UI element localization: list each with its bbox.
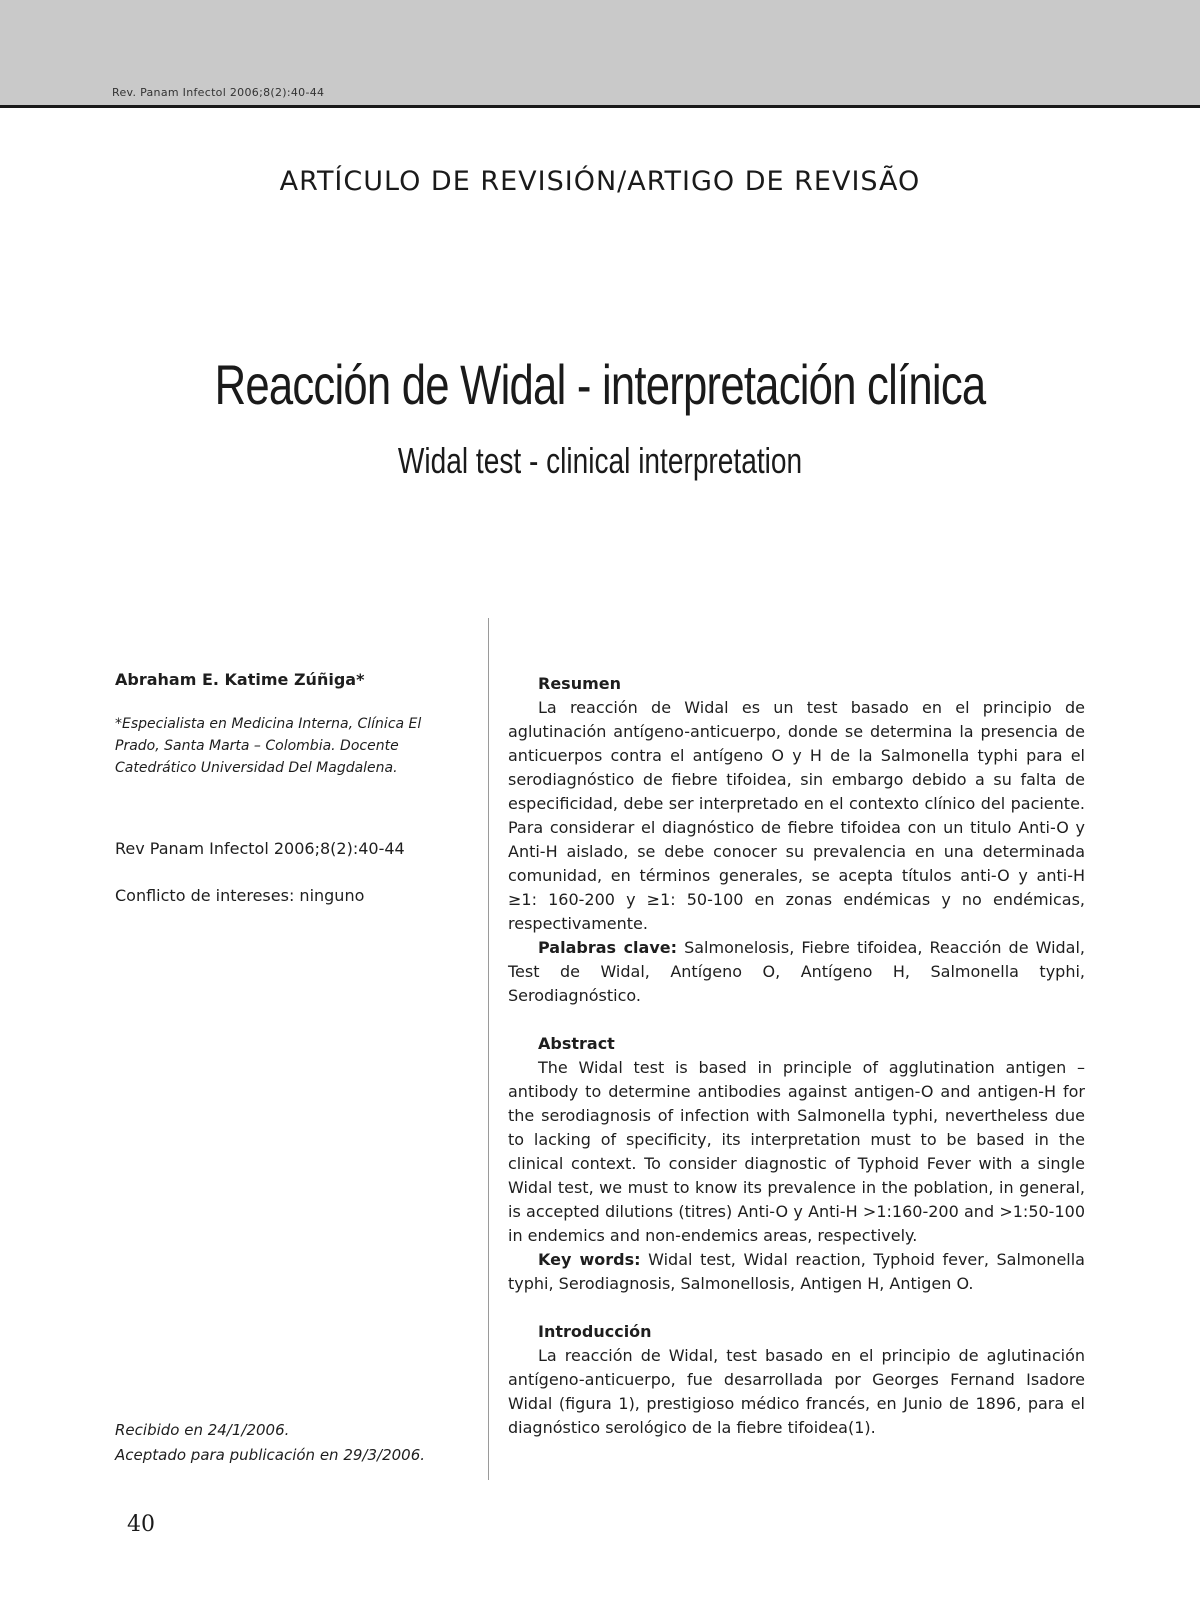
article-subtitle: Widal test - clinical interpretation bbox=[397, 440, 803, 481]
abstract-keywords bbox=[508, 1248, 1085, 1296]
resumen-heading: Resumen bbox=[538, 674, 621, 693]
abstract-keywords-label: Key words: bbox=[538, 1250, 641, 1269]
abstract-heading: Abstract bbox=[538, 1034, 615, 1053]
citation: Rev Panam Infectol 2006;8(2):40-44 bbox=[115, 839, 405, 858]
conflict-of-interest: Conflicto de intereses: ninguno bbox=[115, 886, 365, 905]
author-info bbox=[115, 670, 465, 905]
page-number: 40 bbox=[127, 1512, 155, 1537]
resumen-keywords-label: Palabras clave: bbox=[538, 938, 678, 957]
main-text bbox=[508, 672, 1085, 1440]
author-name: Abraham E. Katime Zúñiga* bbox=[115, 670, 365, 689]
running-head: Rev. Panam Infectol 2006;8(2):40-44 bbox=[112, 86, 325, 99]
accepted-date: Aceptado para publicación en 29/3/2006. bbox=[115, 1446, 426, 1464]
resumen-body: La reacción de Widal es un test basado en el principio de aglutinación antígeno-anticuerpo, donde se determina la presencia de anticuerpos contra el antígeno O y H de la Salmonella typhi para el serodiagnóstico de fiebre tifoidea, sin embargo debido a su falta de especificidad, debe ser interpretado en el contexto clínico del paciente. Para considerar el diagnóstico de fiebre tifoidea con un titulo Anti-O y Anti-H aislado, se debe conocer su prevalencia en una determinada comunidad, en términos generales, se acepta títulos anti-O y anti-H ≥1: 160-200 y ≥1: 50-100 en zonas endémicas y no endémicas, respectivamente. bbox=[508, 698, 1085, 933]
resumen-keywords-text: Salmonelosis, Fiebre tifoidea, Reacción de Widal, Test de Widal, Antígeno O, Antígeno H, Salmonella typhi, Serodiagnóstico. bbox=[508, 938, 1086, 1005]
column-divider bbox=[488, 618, 489, 1480]
resumen-keywords bbox=[508, 936, 1085, 1008]
article-title: Reacción de Widal - interpretación clínica bbox=[214, 353, 986, 416]
introduccion-body: La reacción de Widal, test basado en el principio de aglutinación antígeno-anticuerpo, fue desarrollada por Georges Fernand Isadore Widal (figura 1), prestigioso médico francés, en Junio de 1896, para el diagnóstico serológico de la fiebre tifoidea(1). bbox=[508, 1346, 1085, 1437]
author-affiliation: *Especialista en Medicina Interna, Clínica El Prado, Santa Marta – Colombia. Docente Catedrático Universidad Del Magdalena. bbox=[115, 716, 422, 776]
article-dates bbox=[115, 1418, 475, 1468]
received-date: Recibido en 24/1/2006. bbox=[115, 1421, 290, 1439]
section-label: ARTÍCULO DE REVISIÓN/ARTIGO DE REVISÃO bbox=[279, 166, 921, 197]
abstract-keywords-text: Widal test, Widal reaction, Typhoid fever, Salmonella typhi, Serodiagnosis, Salmonellosis, Antigen H, Antigen O. bbox=[508, 1250, 1085, 1293]
abstract-body: The Widal test is based in principle of agglutination antigen – antibody to determine antibodies against antigen-O and antigen-H for the serodiagnosis of infection with Salmonella typhi, nevertheless due to lacking of specificity, its interpretation must to be based in the clinical context. To consider diagnostic of Typhoid Fever with a single Widal test, we must to know its prevalence in the poblation, in general, is accepted dilutions (titres) Anti-O y Anti-H >1:160-200 and >1:50-100 in endemics and non-endemics areas, respectively. bbox=[508, 1058, 1085, 1245]
introduccion-heading: Introducción bbox=[538, 1322, 652, 1341]
